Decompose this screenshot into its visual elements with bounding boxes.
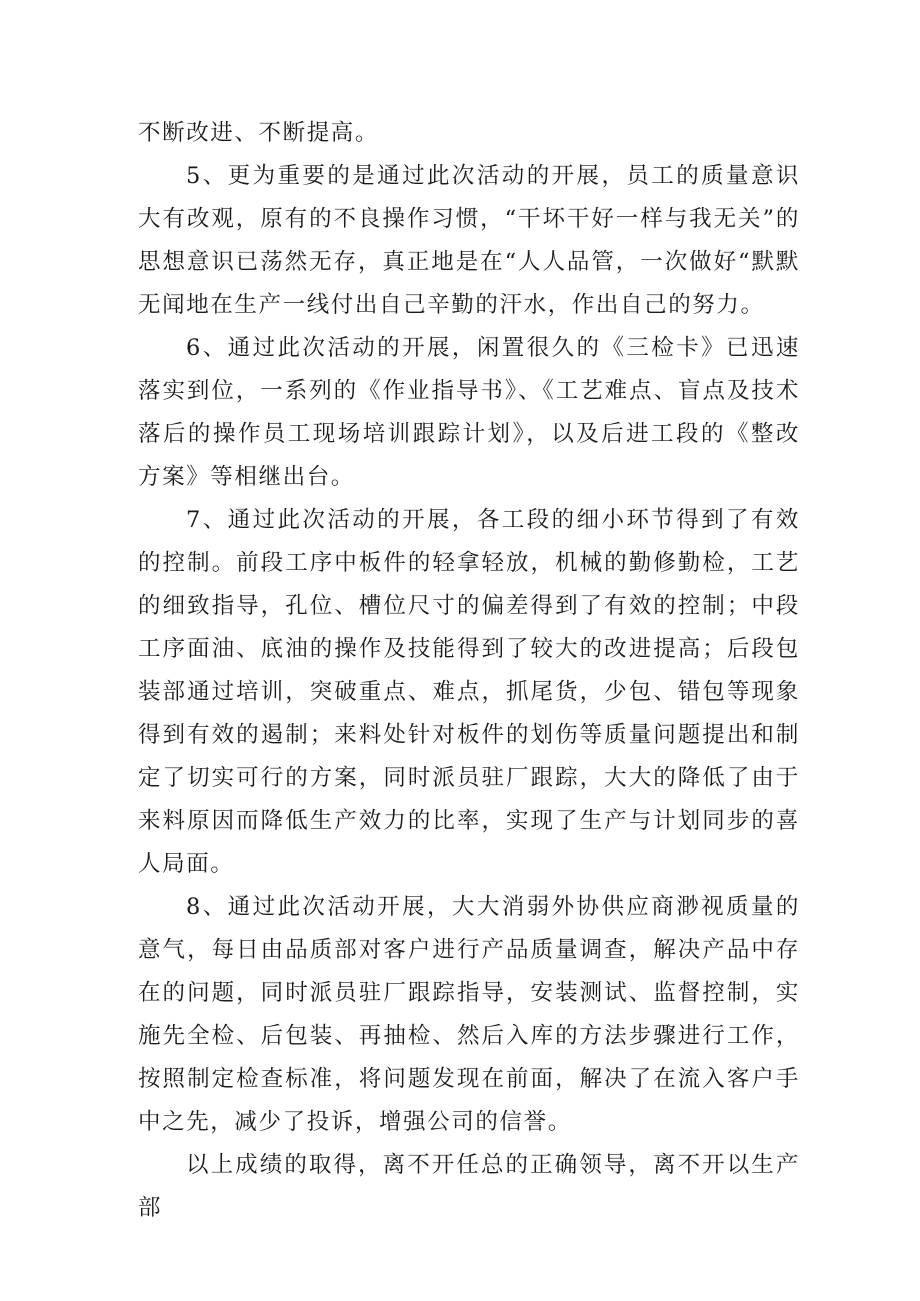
paragraph-item-6: 6、通过此次活动的开展，闲置很久的《三检卡》已迅速落实到位，一系列的《作业指导书》、《工艺难点、盲点及技术落后的操作员工现场培训跟踪计划》，以及后进工段的《整改方案》等相继出台。: [138, 335, 800, 490]
paragraph-conclusion: 以上成绩的取得，离不开任总的正确领导，离不开以生产部: [138, 1152, 800, 1221]
paragraph-item-7: 7、通过此次活动的开展，各工段的细小环节得到了有效的控制。前段工序中板件的轻拿轻放，机械的勤修勤检，工艺的细致指导，孔位、槽位尺寸的偏差得到了有效的控制；中段工序面油、底油的操作及技能得到了较大的改进提高；后段包装部通过培训，突破重点、难点，抓尾货，少包、错包等现象得到有效的遏制；来料处针对板件的划伤等质量问题提出和制定了切实可行的方案，同时派员驻厂跟踪，大大的降低了由于来料原因而降低生产效力的比率，实现了生产与计划同步的喜人局面。: [138, 507, 800, 877]
document-body: [138, 112, 800, 1230]
paragraph-item-8: 8、通过此次活动开展，大大消弱外协供应商渺视质量的意气，每日由品质部对客户进行产品质量调查，解决产品中存在的问题，同时派员驻厂跟踪指导，安装测试、监督控制，实施先全检、后包装、再抽检、然后入库的方法步骤进行工作，按照制定检查标准，将问题发现在前面，解决了在流入客户手中之先，减少了投诉，增强公司的信誉。: [138, 894, 800, 1135]
paragraph-item-5: 5、更为重要的是通过此次活动的开展，员工的质量意识大有改观，原有的不良操作习惯，“干坏干好一样与我无关”的思想意识已荡然无存，真正地是在“人人品管，一次做好“默默无闻地在生产一线付出自己辛勤的汗水，作出自己的努力。: [138, 163, 800, 318]
paragraph-continuation: 不断改进、不断提高。: [138, 120, 380, 146]
